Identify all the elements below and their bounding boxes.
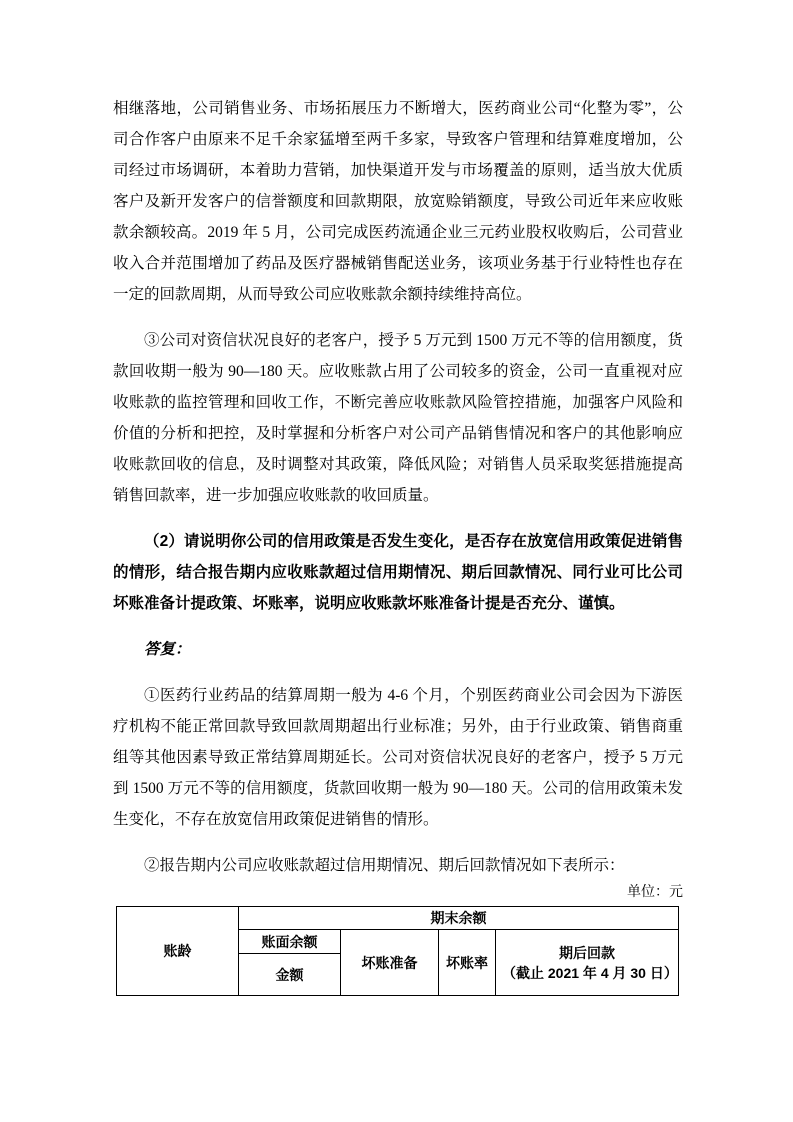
table-header-book-balance: 账面余额 bbox=[239, 930, 341, 954]
paragraph-item-1: ①医药行业药品的结算周期一般为 4-6 个月，个别医药商业公司会因为下游医疗机构不能正常回款导致回款周期超出行业标准；另外，由于行业政策、销售商重组等其他因素导致正常结算周期延长。公司对资信状况良好的老客户，授予 5 万元到 1500 万元不等的信用额度，货款回收期一般为 90—180 天。公司的信用政策未发生变化，不存在放宽信用政策促进销售的情形。 bbox=[113, 687, 683, 828]
table-header-aging: 账龄 bbox=[117, 907, 239, 996]
paragraph-question-2: （2）请说明你公司的信用政策是否发生变化，是否存在放宽信用政策促进销售的情形，结合报告期内应收账款超过信用期情况、期后回款情况、同行业可比公司坏账准备计提政策、坏账率，说明应收账款坏账准备计提是否充分、谨慎。 bbox=[113, 533, 683, 612]
paragraph-item-2: ②报告期内公司应收账款超过信用期情况、期后回款情况如下表所示： bbox=[144, 857, 625, 874]
table-header-bad-debt-provision: 坏账准备 bbox=[341, 930, 439, 996]
subsequent-collection-title: 期后回款 bbox=[559, 944, 615, 961]
reply-label: 答复： bbox=[144, 641, 191, 658]
paragraph-continuation: 相继落地，公司销售业务、市场拓展压力不断增大，医药商业公司“化整为零”，公司合作客户由原来不足千余家猛增至两千多家，导致客户管理和结算难度增加，公司经过市场调研，本着助力营销，加快渠道开发与市场覆盖的原则，适当放大优质客户及新开发客户的信誉额度和回款期限，放宽赊销额度，导致公司近年来应收账款余额较高。2019 年 5 月，公司完成医药流通企业三元药业股权收购后，公司营业收入合并范围增加了药品及医疗器械销售配送业务，该项业务基于行业特性也存在一定的回款周期，从而导致公司应收账款余额持续维持高位。 bbox=[113, 100, 683, 303]
table-header-row-1 bbox=[117, 907, 679, 930]
unit-note: 单位：元 bbox=[627, 885, 683, 900]
table-header-ending-balance: 期末余额 bbox=[239, 907, 679, 930]
paragraph-item-3: ③公司对资信状况良好的老客户，授予 5 万元到 1500 万元不等的信用额度，货款回收期一般为 90—180 天。应收账款占用了公司较多的资金，公司一直重视对应收账款的监控管理和回收工作，不断完善应收账款风险管控措施，加强客户风险和价值的分析和把控，及时掌握和分析客户对公司产品销售情况和客户的其他影响应收账款回收的信息，及时调整对其政策，降低风险；对销售人员采取奖惩措施提高销售回款率，进一步加强应收账款的收回质量。 bbox=[113, 332, 683, 504]
receivables-aging-table bbox=[116, 906, 679, 996]
table-header-subsequent-collection bbox=[496, 930, 679, 996]
subsequent-collection-cutoff: （截止 2021 年 4 月 30 日） bbox=[502, 964, 678, 981]
table-header-bad-debt-rate: 坏账率 bbox=[439, 930, 496, 996]
table-header-amount: 金额 bbox=[239, 954, 341, 996]
